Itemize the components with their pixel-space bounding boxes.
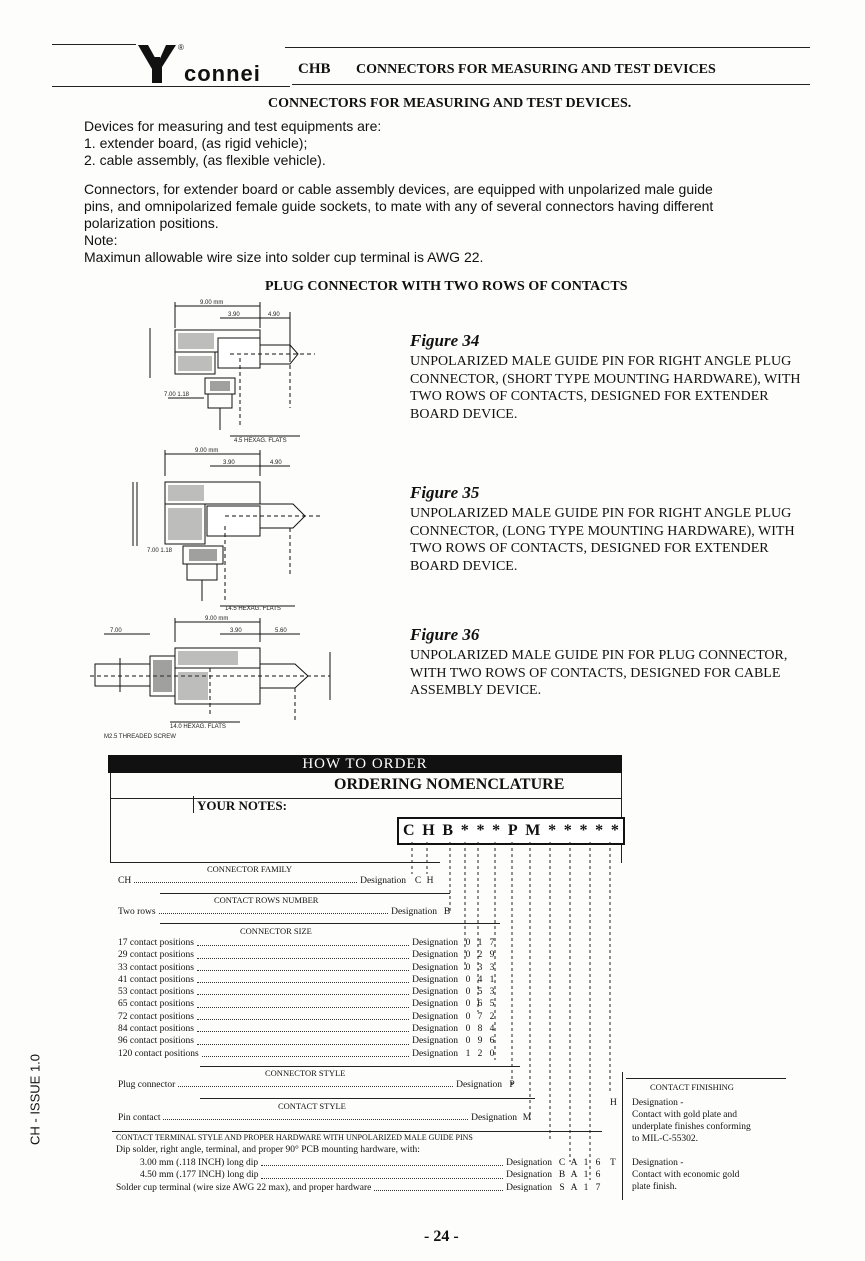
designation-label: Designation <box>391 907 437 917</box>
issue-label: CH - ISSUE 1.0 <box>27 1053 43 1146</box>
order-code-char: * <box>563 822 572 839</box>
dim-label: 7.00 <box>110 628 122 634</box>
row-label: 29 contact positions <box>118 950 194 961</box>
row-label: 84 contact positions <box>118 1024 194 1035</box>
dim-label: 4.5 HEXAG. FLATS <box>234 438 287 443</box>
code: 1 <box>583 1182 589 1193</box>
code: 0 <box>465 1036 471 1047</box>
section-subheading: PLUG CONNECTOR WITH TWO ROWS OF CONTACTS <box>265 279 628 294</box>
order-code-char: * <box>460 822 469 839</box>
contact-style-row <box>118 1113 533 1123</box>
description-paragraph <box>84 181 844 266</box>
row-label: 65 contact positions <box>118 999 194 1010</box>
designation-label: Designation <box>471 1113 517 1123</box>
paragraph-line: Connectors, for extender board or cable assembly devices, are equipped with unpolarized male guide <box>84 181 713 197</box>
dim-label: 9.00 mm <box>200 300 224 306</box>
connector-size-list <box>118 937 498 1060</box>
paragraph-line: polarization positions. <box>84 215 219 231</box>
designation-label: Designation <box>412 1048 458 1059</box>
code: 3 <box>489 962 495 973</box>
figure-title: Figure 36 <box>410 625 480 644</box>
designation-label: Designation <box>412 938 458 948</box>
code: C <box>414 876 422 886</box>
code: 0 <box>465 974 471 985</box>
nomenclature-row <box>118 1011 498 1023</box>
figure-title: Figure 35 <box>410 483 480 502</box>
code: 3 <box>477 962 483 973</box>
row-label: 17 contact positions <box>118 938 194 948</box>
order-code-char: * <box>595 822 604 839</box>
figure-desc-line: BOARD DEVICE. <box>410 558 518 574</box>
figure-desc-line: UNPOLARIZED MALE GUIDE PIN FOR PLUG CONNECTOR, <box>410 648 788 663</box>
contact-rows-row <box>118 907 453 917</box>
code: C <box>558 1158 566 1168</box>
order-code-char: * <box>610 822 619 839</box>
logo-mark-icon <box>136 43 178 85</box>
nomenclature-row <box>118 949 498 961</box>
designation-label: Designation <box>412 950 458 961</box>
dim-label: 7.00 1.18 <box>147 548 173 554</box>
figure-34-drawing <box>130 298 335 443</box>
dim-label: 3.90 <box>230 628 242 634</box>
ordering-title: ORDERING NOMENCLATURE <box>334 776 565 793</box>
figure-desc-line: UNPOLARIZED MALE GUIDE PIN FOR RIGHT ANGLE PLUG <box>410 506 792 521</box>
code: 1 <box>465 1048 471 1059</box>
code: 1 <box>583 1158 589 1168</box>
code: 4 <box>489 1024 495 1035</box>
row-label: 96 contact positions <box>118 1036 194 1047</box>
code: 9 <box>489 950 495 961</box>
figure-desc-line: BOARD DEVICE. <box>410 406 518 422</box>
finishing-title: Designation - <box>632 1098 684 1108</box>
page-number: - 24 - <box>424 1228 459 1245</box>
nomenclature-row <box>118 1023 498 1035</box>
designation-label: Designation <box>456 1080 502 1090</box>
row-label: Plug connector <box>118 1080 176 1090</box>
designation-label: Designation <box>412 999 458 1010</box>
connector-family-head: CONNECTOR FAMILY <box>207 864 293 874</box>
nomenclature-row <box>118 998 498 1010</box>
code: S <box>559 1182 565 1193</box>
row-label: 4.50 mm (.177 INCH) long dip <box>140 1170 259 1181</box>
code: A <box>570 1182 578 1193</box>
finishing-line: Contact with economic gold <box>632 1170 740 1180</box>
code: 1 <box>583 1170 589 1181</box>
code: A <box>570 1170 578 1181</box>
order-code-char: * <box>476 822 485 839</box>
intro-text <box>84 118 824 169</box>
designation-label: Designation <box>506 1158 552 1168</box>
connector-style-row <box>118 1080 518 1090</box>
dim-label: 3.90 <box>228 312 240 318</box>
intro-line: Devices for measuring and test equipments are: <box>84 118 382 134</box>
dim-label: M2.5 THREADED SCREW <box>104 734 176 740</box>
figure-desc-line: ASSEMBLY DEVICE. <box>410 683 542 698</box>
note-text: Maximun allowable wire size into solder cup terminal is AWG 22. <box>84 249 484 265</box>
connector-style-head: CONNECTOR STYLE <box>265 1068 346 1078</box>
code: 2 <box>477 950 483 961</box>
nomenclature-row <box>118 937 498 949</box>
figure-desc-line: UNPOLARIZED MALE GUIDE PIN FOR RIGHT ANGLE PLUG <box>410 354 792 369</box>
dim-label: 4.90 <box>270 460 282 466</box>
nomenclature-row <box>118 962 498 974</box>
designation-label: Designation <box>412 1036 458 1047</box>
order-code-char: B <box>442 822 454 839</box>
row-label: 72 contact positions <box>118 1011 194 1022</box>
code: 0 <box>489 1048 495 1059</box>
nomenclature-row <box>118 986 498 998</box>
contact-style-head: CONTACT STYLE <box>278 1101 346 1111</box>
dim-label: 14.5 HEXAG. FLATS <box>225 606 281 611</box>
finishing-code: H <box>610 1098 617 1108</box>
order-code-char: H <box>422 822 435 839</box>
code: 0 <box>465 962 471 973</box>
designation-label: Designation <box>412 962 458 973</box>
connector-family-row <box>118 876 436 886</box>
figure-35-caption <box>410 483 840 575</box>
row-label: Pin contact <box>118 1113 161 1123</box>
figure-title: Figure 34 <box>410 331 480 350</box>
code: 0 <box>465 950 471 961</box>
row-label: Solder cup terminal (wire size AWG 22 max), and proper hardware <box>116 1182 372 1193</box>
page-heading: CONNECTORS FOR MEASURING AND TEST DEVICES. <box>268 96 632 111</box>
finishing-line: underplate finishes conforming <box>632 1122 751 1132</box>
designation-label: Designation <box>360 876 406 886</box>
row-label: 3.00 mm (.118 INCH) long dip <box>140 1158 259 1168</box>
figure-desc-line: WITH TWO ROWS OF CONTACTS, DESIGNED FOR CABLE <box>410 665 781 681</box>
order-code-char: M <box>525 822 541 839</box>
connector-size-head: CONNECTOR SIZE <box>240 926 312 936</box>
dim-label: 9.00 mm <box>205 616 229 622</box>
code: 6 <box>477 999 483 1010</box>
order-code-box <box>397 817 625 845</box>
logo-text: connei <box>184 61 261 86</box>
dim-label: 5.60 <box>275 628 287 634</box>
designation-label: Designation <box>412 1011 458 1022</box>
order-code-char: * <box>492 822 501 839</box>
code: B <box>443 907 451 917</box>
code: 0 <box>465 987 471 998</box>
code: 8 <box>477 1024 483 1035</box>
dim-label: 14.0 HEXAG. FLATS <box>170 724 226 730</box>
finishing-head: CONTACT FINISHING <box>650 1082 734 1092</box>
dim-label: 7.00 1.18 <box>164 392 190 398</box>
designation-label: Designation <box>506 1182 552 1193</box>
contact-rows-head: CONTACT ROWS NUMBER <box>214 895 319 905</box>
order-code-char: * <box>579 822 588 839</box>
code: 0 <box>465 1024 471 1035</box>
company-logo <box>136 43 286 87</box>
finishing-line: to MIL-C-55302. <box>632 1134 698 1144</box>
code: 7 <box>489 938 495 948</box>
terminal-intro: Dip solder, right angle, terminal, and proper 90° PCB mounting hardware, with: <box>116 1145 420 1155</box>
code: M <box>522 1113 532 1123</box>
code: 5 <box>477 987 483 998</box>
figure-desc-line: TWO ROWS OF CONTACTS, DESIGNED FOR EXTENDER <box>410 541 769 556</box>
finishing-item <box>610 1157 810 1193</box>
nomenclature-row <box>118 1048 498 1060</box>
finishing-line: Contact with gold plate and <box>632 1110 738 1120</box>
code: P <box>509 1080 515 1090</box>
code: 6 <box>595 1158 601 1168</box>
code: 9 <box>477 1036 483 1047</box>
header-title: CONNECTORS FOR MEASURING AND TEST DEVICES <box>356 62 716 77</box>
row-label: 41 contact positions <box>118 974 194 985</box>
paragraph-line: pins, and omnipolarized female guide sockets, to mate with any of several connectors having different <box>84 198 714 214</box>
code: 0 <box>465 938 471 948</box>
terminal-list <box>116 1157 606 1194</box>
your-notes-label: YOUR NOTES: <box>197 798 287 813</box>
note-label: Note: <box>84 232 118 248</box>
nomenclature-row <box>116 1157 604 1169</box>
finishing-title: Designation - <box>632 1158 684 1168</box>
finishing-list <box>610 1097 810 1193</box>
figure-36-drawing <box>90 612 360 740</box>
nomenclature-row <box>116 1182 604 1194</box>
figure-desc-line: CONNECTOR, (SHORT TYPE MOUNTING HARDWARE), WITH <box>410 371 801 387</box>
dim-label: 3.90 <box>223 460 235 466</box>
order-code-char: C <box>403 822 415 839</box>
intro-line: 1. extender board, (as rigid vehicle); <box>84 135 308 151</box>
finishing-code: T <box>610 1158 616 1168</box>
code: 4 <box>477 974 483 985</box>
order-code-char: * <box>548 822 557 839</box>
row-label: CH <box>118 876 132 886</box>
how-to-order-banner <box>108 755 622 773</box>
intro-line: 2. cable assembly, (as flexible vehicle). <box>84 152 326 168</box>
finishing-item <box>610 1097 810 1145</box>
code: 0 <box>465 999 471 1010</box>
code: 6 <box>489 1036 495 1047</box>
dim-label: 4.90 <box>268 312 280 318</box>
code: 5 <box>489 999 495 1010</box>
row-label: Two rows <box>118 907 156 917</box>
nomenclature-row <box>118 1035 498 1047</box>
figure-34-caption <box>410 331 840 423</box>
code: A <box>570 1158 578 1168</box>
banner-text: HOW TO ORDER <box>302 756 428 772</box>
row-label: 33 contact positions <box>118 962 194 973</box>
code: 2 <box>489 1011 495 1022</box>
figure-35-drawing <box>125 446 325 611</box>
code: 2 <box>477 1048 483 1059</box>
designation-label: Designation <box>412 1024 458 1035</box>
designation-label: Designation <box>412 987 458 998</box>
terminal-head: CONTACT TERMINAL STYLE AND PROPER HARDWARE WITH UNPOLARIZED MALE GUIDE PINS <box>116 1133 473 1142</box>
code: 7 <box>595 1182 601 1193</box>
header-series: CHB <box>298 61 331 77</box>
row-label: 53 contact positions <box>118 987 194 998</box>
order-code-char: P <box>507 822 518 839</box>
nomenclature-row <box>116 1169 604 1181</box>
code: 7 <box>477 1011 483 1022</box>
code: 3 <box>489 987 495 998</box>
code: 6 <box>595 1170 601 1181</box>
nomenclature-row <box>118 974 498 986</box>
code: B <box>558 1170 566 1181</box>
figure-desc-line: CONNECTOR, (LONG TYPE MOUNTING HARDWARE), WITH <box>410 523 795 539</box>
code: H <box>426 876 434 886</box>
figure-desc-line: TWO ROWS OF CONTACTS, DESIGNED FOR EXTENDER <box>410 389 769 404</box>
row-label: 120 contact positions <box>118 1048 199 1059</box>
code: 1 <box>477 938 483 948</box>
figure-36-caption <box>410 625 840 700</box>
dim-label: 9.00 mm <box>195 448 219 454</box>
finishing-line: plate finish. <box>632 1182 677 1192</box>
code: 1 <box>489 974 495 985</box>
designation-label: Designation <box>412 974 458 985</box>
code: 0 <box>465 1011 471 1022</box>
designation-label: Designation <box>506 1170 552 1181</box>
logo-registered: ® <box>178 43 184 52</box>
